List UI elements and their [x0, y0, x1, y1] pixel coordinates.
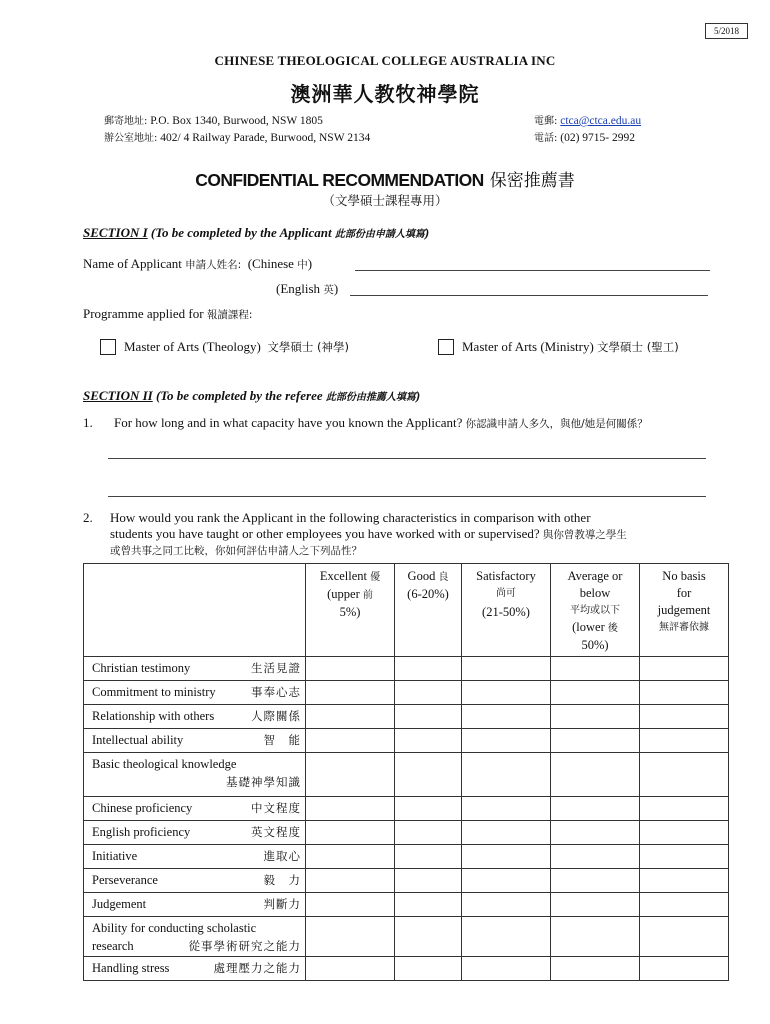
rating-cell[interactable]: [640, 681, 729, 705]
column-excellent: [306, 564, 395, 657]
trait-en: Commitment to ministry: [92, 685, 216, 699]
college-name-english: CHINESE THEOLOGICAL COLLEGE AUSTRALIA INC: [214, 53, 556, 68]
programme-label: [83, 306, 252, 322]
rating-cell[interactable]: [306, 845, 395, 869]
programme-label-english: Programme applied for: [83, 306, 207, 321]
title-chinese: 保密推薦書: [489, 171, 575, 191]
trait-zh: 智 能: [263, 733, 301, 747]
programme-label-chinese: 報讀課程:: [206, 309, 253, 321]
column-excellent-range-end: 5%): [339, 605, 361, 619]
rating-cell[interactable]: [395, 657, 462, 681]
trait-commitment-to-ministry: [84, 681, 306, 705]
postal-label: 郵寄地址:: [104, 116, 148, 127]
trait-zh: 進取心: [263, 849, 301, 863]
section-1-heading: [83, 225, 429, 241]
college-name-chinese: 澳洲華人教牧神學院: [290, 82, 480, 106]
email-label: 電郵:: [534, 116, 558, 127]
rating-cell[interactable]: [551, 869, 640, 893]
document-title: [0, 166, 770, 191]
revision-date: 5/2018: [705, 23, 748, 39]
rating-cell[interactable]: [640, 729, 729, 753]
rating-cell[interactable]: [551, 893, 640, 917]
section-2-label: SECTION II: [83, 388, 153, 403]
rating-cell[interactable]: [551, 821, 640, 845]
rating-cell[interactable]: [395, 681, 462, 705]
rating-cell[interactable]: [551, 957, 640, 981]
rating-cell[interactable]: [551, 681, 640, 705]
section-1-note: (To be completed by the Applicant: [147, 225, 335, 240]
rating-cell[interactable]: [551, 845, 640, 869]
table-row: [84, 797, 729, 821]
english-name-input-line[interactable]: [350, 295, 708, 296]
chinese-name-input-line[interactable]: [355, 270, 710, 271]
trait-en: Christian testimony: [92, 661, 191, 675]
trait-initiative: [84, 845, 306, 869]
question-1-number: 1.: [83, 415, 93, 430]
answer-1-line-1[interactable]: [108, 458, 706, 459]
table-row: [84, 917, 729, 957]
table-row: [84, 845, 729, 869]
question-1-english: For how long and in what capacity have you known the Applicant?: [114, 415, 463, 430]
trait-en: Ability for conducting scholastic: [92, 921, 257, 935]
rating-cell[interactable]: [640, 797, 729, 821]
column-average-range-zh: 後: [607, 623, 618, 634]
column-average: [551, 564, 640, 657]
table-row: [84, 869, 729, 893]
rating-cell[interactable]: [551, 657, 640, 681]
question-2-number: 2.: [83, 510, 93, 525]
trait-en: Intellectual ability: [92, 733, 184, 747]
trait-zh: 人際關係: [251, 709, 301, 723]
rating-cell[interactable]: [551, 729, 640, 753]
question-1-chinese: 你認識申請人多久，與他/她是何關係？: [465, 418, 648, 430]
trait-zh: 毅 力: [263, 873, 301, 887]
rating-cell[interactable]: [462, 729, 551, 753]
column-no-basis-label-3: judgement: [657, 603, 711, 617]
rating-cell[interactable]: [640, 753, 729, 797]
column-no-basis: [640, 564, 729, 657]
phone-label: 電話:: [534, 133, 558, 144]
trait-handling-stress: [84, 957, 306, 981]
trait-en: Judgement: [92, 897, 147, 911]
column-satisfactory: [462, 564, 551, 657]
column-good-zh: 良: [438, 572, 449, 583]
column-excellent-range: (upper: [327, 587, 363, 601]
rating-cell[interactable]: [462, 869, 551, 893]
rating-cell[interactable]: [306, 821, 395, 845]
rating-cell[interactable]: [395, 957, 462, 981]
rating-cell[interactable]: [462, 705, 551, 729]
rating-table: [83, 563, 729, 981]
chinese-name-label-end: ): [307, 256, 313, 271]
rating-cell[interactable]: [551, 705, 640, 729]
rating-cell[interactable]: [306, 753, 395, 797]
rating-cell[interactable]: [306, 869, 395, 893]
column-good: [395, 564, 462, 657]
column-good-label: Good: [407, 569, 439, 583]
question-2-chinese-a: 與你曾教導之學生: [542, 529, 627, 541]
rating-cell[interactable]: [462, 657, 551, 681]
trait-basic-theological-knowledge: [84, 753, 306, 797]
table-row: [84, 705, 729, 729]
section-1-note-end: ): [424, 225, 430, 240]
theology-option-chinese: 文學碩士 (神學): [267, 340, 349, 354]
trait-en-2: research: [92, 939, 134, 953]
english-name-label-en: (English: [276, 281, 324, 296]
rating-cell[interactable]: [640, 917, 729, 957]
rating-cell[interactable]: [640, 957, 729, 981]
theology-option-label: [124, 339, 349, 355]
rating-cell[interactable]: [306, 893, 395, 917]
trait-judgement: [84, 893, 306, 917]
trait-zh: 基礎神學知識: [226, 775, 301, 789]
trait-chinese-proficiency: [84, 797, 306, 821]
name-label-english: Name of Applicant: [83, 256, 186, 271]
trait-en: Chinese proficiency: [92, 801, 193, 815]
rating-cell[interactable]: [395, 893, 462, 917]
section-1-label: SECTION I: [83, 225, 148, 240]
english-name-label-end: ): [333, 281, 339, 296]
column-average-range-end: 50%): [581, 638, 609, 652]
table-row: [84, 821, 729, 845]
header-blank-cell: [84, 564, 306, 657]
name-label-chinese: 申請人姓名:: [185, 259, 242, 271]
trait-en: Initiative: [92, 849, 138, 863]
theology-checkbox[interactable]: [100, 339, 116, 355]
rating-cell[interactable]: [462, 821, 551, 845]
rating-cell[interactable]: [462, 917, 551, 957]
trait-perseverance: [84, 869, 306, 893]
rating-cell[interactable]: [640, 821, 729, 845]
rating-cell[interactable]: [640, 869, 729, 893]
email-link[interactable]: ctca@ctca.edu.au: [560, 115, 642, 127]
phone-number: (02) 9715- 2992: [560, 132, 635, 144]
rating-cell[interactable]: [306, 657, 395, 681]
theology-option-english: Master of Arts (Theology): [124, 339, 261, 354]
table-row: [84, 893, 729, 917]
table-row: [84, 681, 729, 705]
rating-header-row: [84, 564, 729, 657]
rating-cell[interactable]: [395, 821, 462, 845]
question-1: [114, 415, 648, 431]
trait-christian-testimony: [84, 657, 306, 681]
rating-cell[interactable]: [395, 729, 462, 753]
rating-cell[interactable]: [462, 957, 551, 981]
column-no-basis-label: No basis: [662, 569, 706, 583]
rating-cell[interactable]: [306, 917, 395, 957]
question-2-line-2: students you have taught or other employees you have worked with or supervised?: [110, 526, 540, 541]
trait-en: Relationship with others: [92, 709, 215, 723]
ministry-option-english: Master of Arts (Ministry): [462, 339, 594, 354]
column-excellent-zh: 優: [370, 572, 381, 583]
column-average-zh: 平均或以下: [570, 605, 620, 616]
rating-cell[interactable]: [395, 705, 462, 729]
rating-cell[interactable]: [395, 845, 462, 869]
contact-block: [534, 113, 641, 147]
title-english: CONFIDENTIAL RECOMMENDATION: [195, 170, 484, 190]
table-row: [84, 753, 729, 797]
table-row: [84, 957, 729, 981]
english-name-label: [276, 281, 338, 297]
rating-cell[interactable]: [306, 729, 395, 753]
rating-cell[interactable]: [395, 753, 462, 797]
trait-en: Handling stress: [92, 961, 170, 975]
rating-cell[interactable]: [306, 797, 395, 821]
section-2-note-chinese: 此部份由推薦人填寫: [325, 392, 416, 403]
column-average-label-2: below: [579, 586, 611, 600]
rating-cell[interactable]: [462, 753, 551, 797]
trait-zh: 處理壓力之能力: [213, 961, 301, 975]
rating-cell[interactable]: [306, 705, 395, 729]
rating-cell[interactable]: [462, 893, 551, 917]
trait-zh: 英文程度: [251, 825, 301, 839]
trait-intellectual-ability: [84, 729, 306, 753]
rating-cell[interactable]: [640, 657, 729, 681]
applicant-name-label: [83, 256, 312, 272]
column-satisfactory-label: Satisfactory: [476, 569, 536, 583]
rating-cell[interactable]: [306, 957, 395, 981]
office-address: 402/ 4 Railway Parade, Burwood, NSW 2134: [160, 132, 371, 144]
trait-relationship-with-others: [84, 705, 306, 729]
table-row: [84, 729, 729, 753]
column-no-basis-label-2: for: [676, 586, 692, 600]
section-2-heading: [83, 388, 420, 404]
trait-zh: 判斷力: [263, 897, 301, 911]
rating-cell[interactable]: [551, 797, 640, 821]
column-average-label: Average or: [567, 569, 623, 583]
column-no-basis-zh: 無評審依據: [659, 622, 709, 633]
rating-cell[interactable]: [462, 845, 551, 869]
question-2: [110, 510, 627, 559]
rating-cell[interactable]: [640, 705, 729, 729]
answer-1-line-2[interactable]: [108, 496, 706, 497]
address-block: [104, 113, 370, 147]
question-2-line-1: How would you rank the Applicant in the following characteristics in comparison with other: [110, 510, 591, 525]
ministry-option-chinese: 文學碩士 (聖工): [597, 340, 679, 354]
trait-zh: 事奉心志: [251, 685, 301, 699]
ministry-option-label: [462, 339, 679, 355]
rating-cell[interactable]: [306, 681, 395, 705]
trait-en: Perseverance: [92, 873, 158, 887]
section-2-note-end: ): [415, 388, 421, 403]
trait-en: Basic theological knowledge: [92, 757, 237, 771]
rating-cell[interactable]: [640, 845, 729, 869]
trait-zh: 中文程度: [251, 801, 301, 815]
section-2-note: (To be completed by the referee: [152, 388, 326, 403]
ministry-checkbox[interactable]: [438, 339, 454, 355]
column-satisfactory-zh: 尚可: [496, 588, 516, 599]
column-satisfactory-range: (21-50%): [482, 605, 530, 619]
trait-english-proficiency: [84, 821, 306, 845]
english-name-label-zh: 英: [323, 284, 334, 296]
trait-zh: 生活見證: [251, 661, 301, 675]
rating-cell[interactable]: [395, 797, 462, 821]
rating-cell[interactable]: [462, 797, 551, 821]
rating-cell[interactable]: [462, 681, 551, 705]
rating-cell[interactable]: [551, 753, 640, 797]
column-good-range: (6-20%): [407, 587, 449, 601]
chinese-name-label: (Chinese: [247, 256, 298, 271]
column-average-range: (lower: [572, 620, 608, 634]
trait-zh: 從事學術研究之能力: [188, 939, 301, 953]
postal-address: P.O. Box 1340, Burwood, NSW 1805: [150, 115, 323, 127]
section-1-note-chinese: 此部份由申請人填寫: [334, 229, 425, 240]
column-excellent-label: Excellent: [319, 569, 371, 583]
rating-cell[interactable]: [551, 917, 640, 957]
rating-cell[interactable]: [395, 869, 462, 893]
rating-cell[interactable]: [395, 917, 462, 957]
question-2-chinese-b: 或曾共事之同工比較，你如何評估申請人之下列品性？: [110, 545, 362, 557]
document-subtitle: （文學碩士課程專用）: [322, 193, 448, 208]
trait-en: English proficiency: [92, 825, 191, 839]
column-excellent-range-zh: 前: [362, 590, 373, 601]
chinese-name-label-zh: 中: [297, 259, 308, 271]
office-label: 辦公室地址:: [104, 133, 158, 144]
rating-cell[interactable]: [640, 893, 729, 917]
trait-scholastic-research: [84, 917, 306, 957]
table-row: [84, 657, 729, 681]
